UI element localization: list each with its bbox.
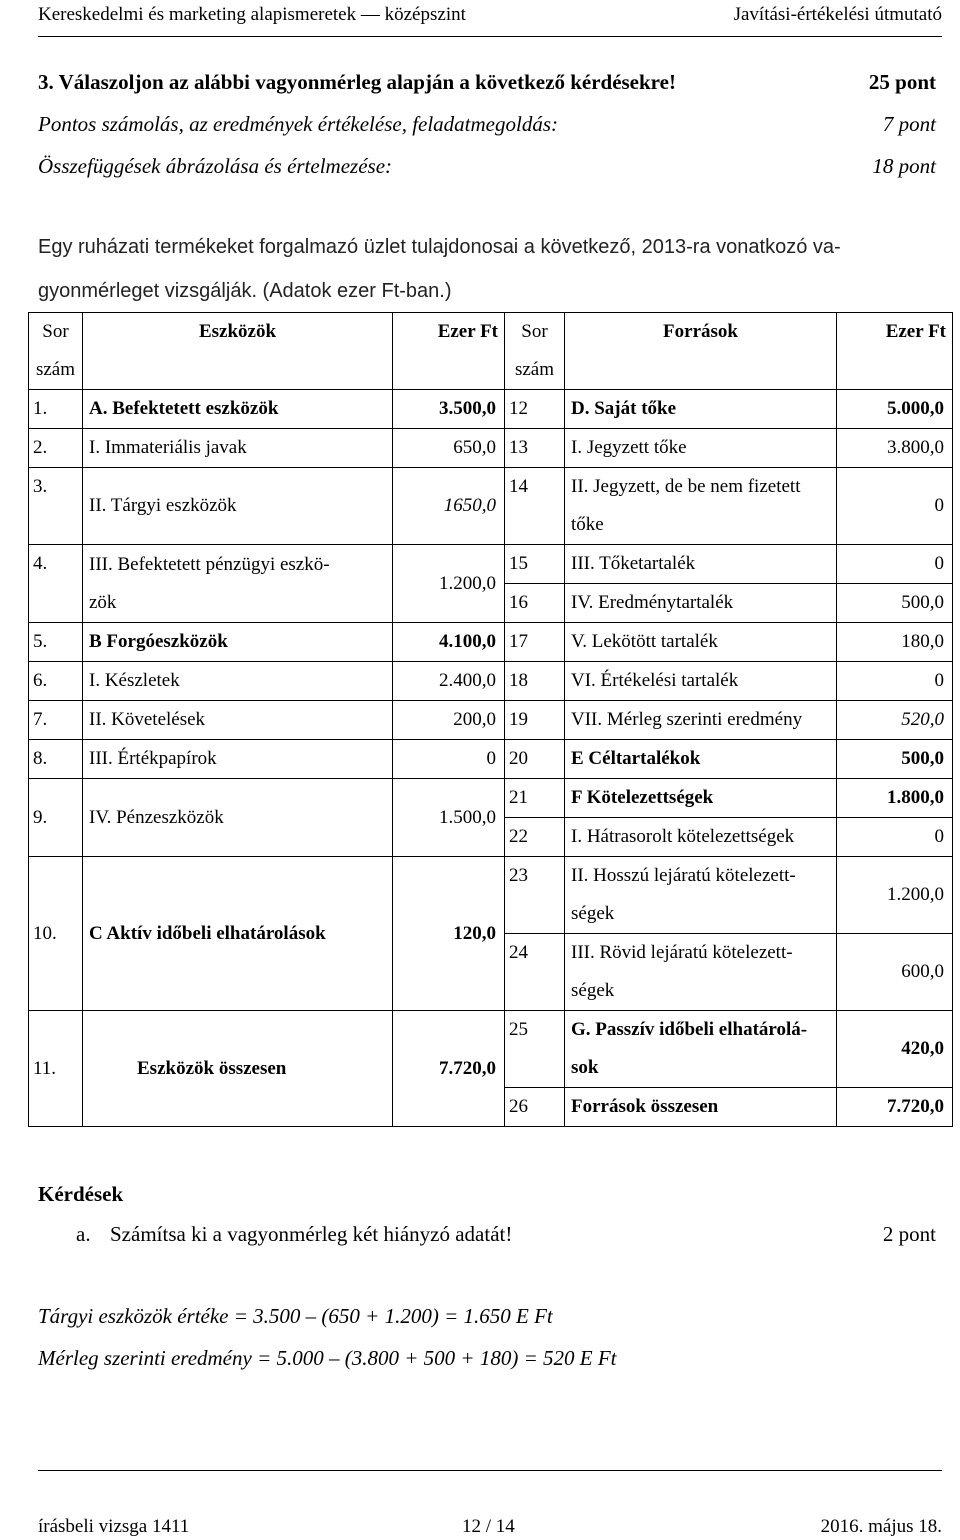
answer-line-1: Tárgyi eszközök értéke = 3.500 – (650 + 1.200) = 1.650 E Ft <box>38 1304 553 1328</box>
source-value: 500,0 <box>837 584 953 623</box>
source-value: 180,0 <box>837 623 953 662</box>
asset-label: III. Befektetett pénzügyi eszkö- zök <box>83 545 393 623</box>
asset-value: 1650,0 <box>393 468 505 545</box>
row-number: 7. <box>29 701 83 740</box>
row-number: 11. <box>29 1011 83 1127</box>
source-label: III. Tőketartalék <box>565 545 837 584</box>
footer-rule <box>38 1470 942 1471</box>
table-row <box>29 857 953 934</box>
source-row-number: 16 <box>505 584 565 623</box>
header-sor-right: Sor szám <box>505 313 565 390</box>
table-row <box>29 1011 953 1088</box>
header-sor-left: Sor szám <box>29 313 83 390</box>
asset-value: 650,0 <box>393 429 505 468</box>
header-rule <box>38 36 942 37</box>
row-number: 10. <box>29 857 83 1011</box>
row-number: 8. <box>29 740 83 779</box>
source-label: G. Passzív időbeli elhatárolá- sok <box>565 1011 837 1088</box>
source-value: 5.000,0 <box>837 390 953 429</box>
header-ezer-ft-left: Ezer Ft <box>393 313 505 390</box>
source-row-number: 23 <box>505 857 565 934</box>
source-row-number: 20 <box>505 740 565 779</box>
intro-line-1: Egy ruházati termékeket forgalmazó üzlet tulajdonosai a következő, 2013-ra vonatkozó va- <box>38 236 841 258</box>
asset-label: IV. Pénzeszközök <box>83 779 393 857</box>
source-label: III. Rövid lejáratú kötelezett- ségek <box>565 934 837 1011</box>
source-label: D. Saját tőke <box>565 390 837 429</box>
asset-value: 3.500,0 <box>393 390 505 429</box>
asset-label: C Aktív időbeli elhatárolások <box>83 857 393 1011</box>
source-label: F Kötelezettségek <box>565 779 837 818</box>
source-value: 0 <box>837 468 953 545</box>
balance-sheet-table <box>28 312 953 1127</box>
source-value: 0 <box>837 662 953 701</box>
asset-value: 0 <box>393 740 505 779</box>
table-row <box>29 701 953 740</box>
source-label: I. Jegyzett tőke <box>565 429 837 468</box>
source-row-number: 26 <box>505 1088 565 1127</box>
source-value: 420,0 <box>837 1011 953 1088</box>
table-row <box>29 545 953 584</box>
intro-line-2: gyonmérleget vizsgálják. (Adatok ezer Ft-ban.) <box>38 280 452 302</box>
asset-label: Eszközök összesen <box>83 1011 393 1127</box>
source-label: IV. Eredménytartalék <box>565 584 837 623</box>
criteria-line-2: Összefüggések ábrázolása és értelmezése: <box>38 154 393 178</box>
table-row <box>29 468 953 545</box>
source-label: I. Hátrasorolt kötelezettségek <box>565 818 837 857</box>
source-label: VI. Értékelési tartalék <box>565 662 837 701</box>
task-title: 3. Válaszoljon az alábbi vagyonmérleg alapján a következő kérdésekre! <box>38 70 676 94</box>
source-row-number: 15 <box>505 545 565 584</box>
source-label: E Céltartalékok <box>565 740 837 779</box>
row-number: 4. <box>29 545 83 623</box>
asset-value: 120,0 <box>393 857 505 1011</box>
question-a-text: Számítsa ki a vagyonmérleg két hiányzó adatát! <box>110 1222 513 1246</box>
asset-label: I. Immateriális javak <box>83 429 393 468</box>
table-row <box>29 740 953 779</box>
questions-heading: Kérdések <box>38 1182 124 1206</box>
criteria-line-1-points: 7 pont <box>882 112 936 136</box>
source-label: II. Hosszú lejáratú kötelezett- ségek <box>565 857 837 934</box>
source-value: 0 <box>837 545 953 584</box>
table-row <box>29 779 953 818</box>
source-value: 7.720,0 <box>837 1088 953 1127</box>
header-ezer-ft-right: Ezer Ft <box>837 313 953 390</box>
criteria-line-1: Pontos számolás, az eredmények értékelése, feladatmegoldás: <box>38 112 559 136</box>
row-number: 9. <box>29 779 83 857</box>
source-label: VII. Mérleg szerinti eredmény <box>565 701 837 740</box>
answer-line-2: Mérleg szerinti eredmény = 5.000 – (3.800 + 500 + 180) = 520 E Ft <box>38 1346 617 1370</box>
source-label: II. Jegyzett, de be nem fizetett tőke <box>565 468 837 545</box>
table-row <box>29 623 953 662</box>
question-a-letter: a. <box>76 1222 91 1246</box>
row-number: 6. <box>29 662 83 701</box>
asset-label: II. Követelések <box>83 701 393 740</box>
asset-label: I. Készletek <box>83 662 393 701</box>
source-value: 0 <box>837 818 953 857</box>
header-left: Kereskedelmi és marketing alapismeretek — középszint <box>38 4 466 25</box>
source-value: 3.800,0 <box>837 429 953 468</box>
asset-label: A. Befektetett eszközök <box>83 390 393 429</box>
source-row-number: 24 <box>505 934 565 1011</box>
question-a-points: 2 pont <box>882 1222 936 1246</box>
source-label: V. Lekötött tartalék <box>565 623 837 662</box>
source-row-number: 22 <box>505 818 565 857</box>
row-number: 1. <box>29 390 83 429</box>
source-label: Források összesen <box>565 1088 837 1127</box>
source-row-number: 19 <box>505 701 565 740</box>
asset-value: 7.720,0 <box>393 1011 505 1127</box>
source-row-number: 13 <box>505 429 565 468</box>
source-row-number: 25 <box>505 1011 565 1088</box>
source-value: 520,0 <box>837 701 953 740</box>
footer-left: írásbeli vizsga 1411 <box>38 1516 190 1537</box>
asset-value: 1.500,0 <box>393 779 505 857</box>
source-row-number: 12 <box>505 390 565 429</box>
asset-label: II. Tárgyi eszközök <box>83 468 393 545</box>
asset-label: III. Értékpapírok <box>83 740 393 779</box>
asset-label: B Forgóeszközök <box>83 623 393 662</box>
source-row-number: 17 <box>505 623 565 662</box>
task-title-points: 25 pont <box>868 70 936 94</box>
source-value: 1.800,0 <box>837 779 953 818</box>
asset-value: 2.400,0 <box>393 662 505 701</box>
asset-value: 1.200,0 <box>393 545 505 623</box>
table-row <box>29 390 953 429</box>
header-forrasok: Források <box>565 313 837 390</box>
header-eszkozok: Eszközök <box>83 313 393 390</box>
footer-page-number: 12 / 14 <box>462 1516 515 1537</box>
table-row <box>29 662 953 701</box>
source-row-number: 21 <box>505 779 565 818</box>
source-value: 500,0 <box>837 740 953 779</box>
source-value: 600,0 <box>837 934 953 1011</box>
source-value: 1.200,0 <box>837 857 953 934</box>
source-row-number: 18 <box>505 662 565 701</box>
table-header-row <box>29 313 953 390</box>
row-number: 5. <box>29 623 83 662</box>
asset-value: 4.100,0 <box>393 623 505 662</box>
source-row-number: 14 <box>505 468 565 545</box>
row-number: 2. <box>29 429 83 468</box>
footer-date: 2016. május 18. <box>820 1516 942 1537</box>
row-number: 3. <box>29 468 83 545</box>
asset-value: 200,0 <box>393 701 505 740</box>
criteria-line-2-points: 18 pont <box>872 154 936 178</box>
table-row <box>29 429 953 468</box>
header-right: Javítási-értékelési útmutató <box>733 4 942 25</box>
